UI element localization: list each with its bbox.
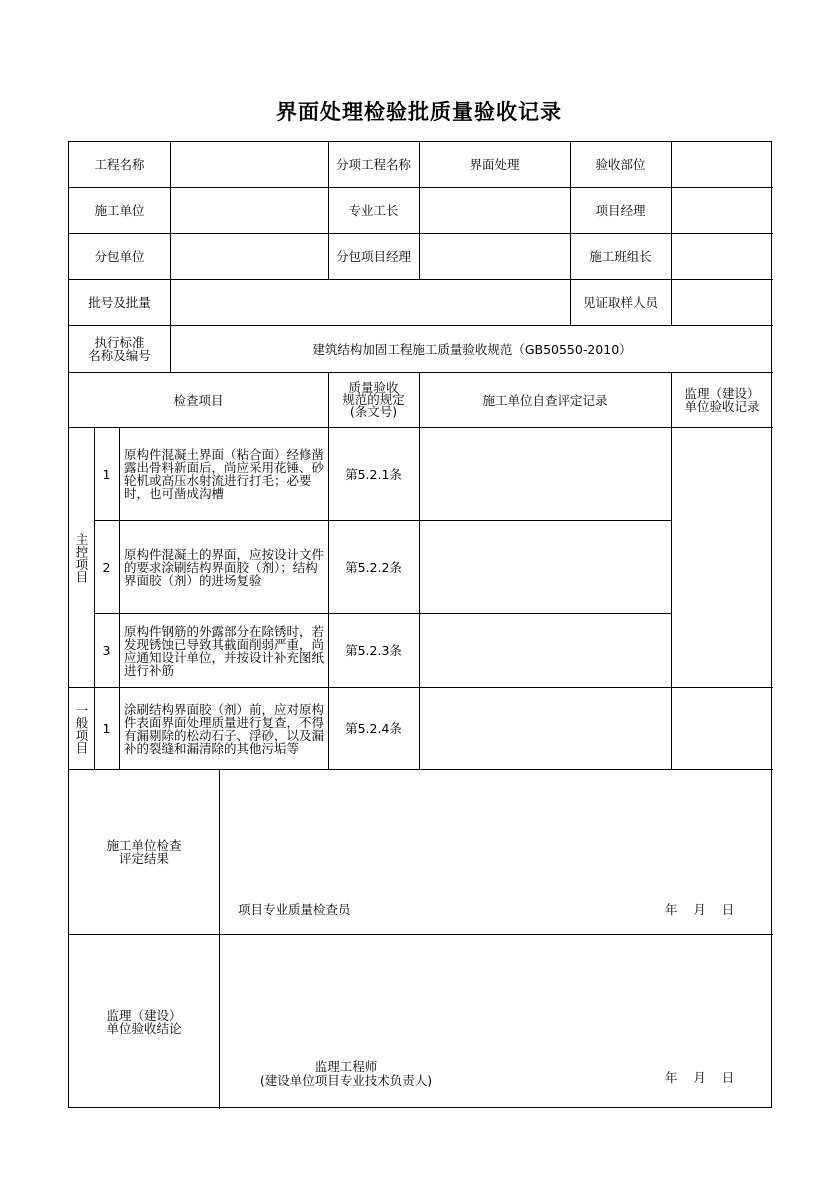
general-item-no: 1	[102, 721, 111, 736]
standard-label	[69, 326, 170, 372]
general-items-group-text: 一般项目	[74, 703, 89, 754]
standard-label-line1: 执行标准	[94, 335, 145, 350]
main-item-self-check[interactable]	[420, 428, 671, 520]
self-check-header: 施工单位自查评定记录	[482, 392, 608, 408]
supervision-engineer-line1: 监理工程师	[314, 1059, 378, 1074]
supervision-conclusion-label	[69, 935, 219, 1109]
main-item-clause: 第5.2.1条	[345, 466, 402, 482]
project-name-field[interactable]	[171, 142, 328, 187]
quality-inspector-label: 项目专业质量检查员	[238, 902, 351, 917]
standard-value: 建筑结构加固工程施工质量验收规范（GB50550-2010）	[312, 341, 632, 357]
check-item-header: 检查项目	[173, 392, 224, 408]
subcontract-manager-field[interactable]	[419, 234, 570, 279]
professional-foreman-label: 专业工长	[348, 203, 399, 218]
standard-label-line2: 名称及编号	[88, 348, 151, 363]
general-items-group-label	[69, 688, 94, 769]
acceptance-part-field[interactable]	[672, 142, 773, 187]
main-item-no: 3	[102, 643, 111, 658]
main-item-clause: 第5.2.2条	[345, 559, 402, 575]
supervision-engineer-label	[241, 1060, 451, 1088]
witness-field[interactable]	[672, 280, 773, 325]
sub-project-label: 分项工程名称	[335, 157, 411, 172]
main-items-group-text: 主控项目	[74, 532, 89, 583]
spec-header-line3: (条文号)	[349, 404, 398, 419]
supervision-engineer-line2: (建设单位项目专业技术负责人)	[259, 1073, 433, 1088]
acceptance-record-form	[68, 141, 772, 1108]
sub-project-value[interactable]: 界面处理	[469, 157, 520, 172]
team-leader-label: 施工班组长	[589, 249, 652, 264]
batch-label: 批号及批量	[88, 295, 151, 310]
general-item-clause: 第5.2.4条	[345, 721, 402, 736]
supervision-conclusion-date: 年 月 日	[665, 1070, 735, 1085]
supervision-header-line1: 监理（建设）	[684, 386, 760, 401]
main-item-no: 1	[102, 466, 111, 482]
professional-foreman-field[interactable]	[419, 188, 570, 233]
subcontract-unit-field[interactable]	[171, 234, 328, 279]
project-name-label: 工程名称	[94, 157, 145, 172]
general-item-self-check[interactable]	[420, 688, 671, 769]
batch-field[interactable]	[171, 280, 570, 325]
acceptance-part-label: 验收部位	[595, 157, 646, 172]
spec-header	[328, 373, 419, 427]
construction-result-label	[69, 770, 219, 934]
main-item-no: 2	[102, 559, 111, 575]
spec-header-line2: 规范的规定	[342, 392, 405, 407]
main-item-content: 原构件混凝土的界面，应按设计文件的要求涂刷结构界面胶（剂）；结构界面胶（剂）的进场复验	[124, 546, 325, 588]
main-items-supervision-record[interactable]	[672, 428, 773, 687]
general-item-content: 涂刷结构界面胶（剂）前，应对原构件表面界面处理质量进行复查，不得有漏剔除的松动石子、浮砂，以及漏补的裂缝和漏清除的其他污垢等	[124, 701, 325, 756]
construction-result-label-line1: 施工单位检查	[106, 838, 182, 853]
construction-result-label-line2: 评定结果	[118, 851, 169, 866]
team-leader-field[interactable]	[672, 234, 773, 279]
main-item-self-check[interactable]	[420, 521, 671, 613]
supervision-conclusion-label-line1: 监理（建设）	[106, 1008, 182, 1023]
construction-unit-label: 施工单位	[94, 203, 145, 218]
main-item-content: 原构件钢筋的外露部分在除锈时，若发现锈蚀已导致其截面削弱严重，尚应通知设计单位，并按设计补充图纸进行补筋	[124, 623, 325, 678]
spec-header-line1: 质量验收	[348, 380, 399, 395]
supervision-header	[671, 373, 773, 427]
witness-label: 见证取样人员	[582, 295, 658, 310]
main-item-self-check[interactable]	[420, 614, 671, 687]
project-manager-label: 项目经理	[595, 203, 646, 218]
construction-unit-field[interactable]	[171, 188, 328, 233]
main-item-clause: 第5.2.3条	[345, 643, 402, 658]
main-item-content: 原构件混凝土界面（粘合面）经修凿露出骨料新面后，尚应采用花锤、砂轮机或高压水射流进行打毛；必要时，也可凿成沟槽	[124, 447, 325, 501]
subcontract-manager-label: 分包项目经理	[335, 249, 411, 264]
subcontract-unit-label: 分包单位	[94, 249, 145, 264]
main-items-group-label	[69, 428, 94, 687]
project-manager-field[interactable]	[672, 188, 773, 233]
supervision-conclusion-label-line2: 单位验收结论	[106, 1021, 182, 1036]
general-item-supervision-record[interactable]	[672, 688, 773, 769]
page-title: 界面处理检验批质量验收记录	[276, 100, 562, 124]
supervision-header-line2: 单位验收记录	[684, 399, 760, 414]
construction-result-date: 年 月 日	[665, 902, 735, 917]
